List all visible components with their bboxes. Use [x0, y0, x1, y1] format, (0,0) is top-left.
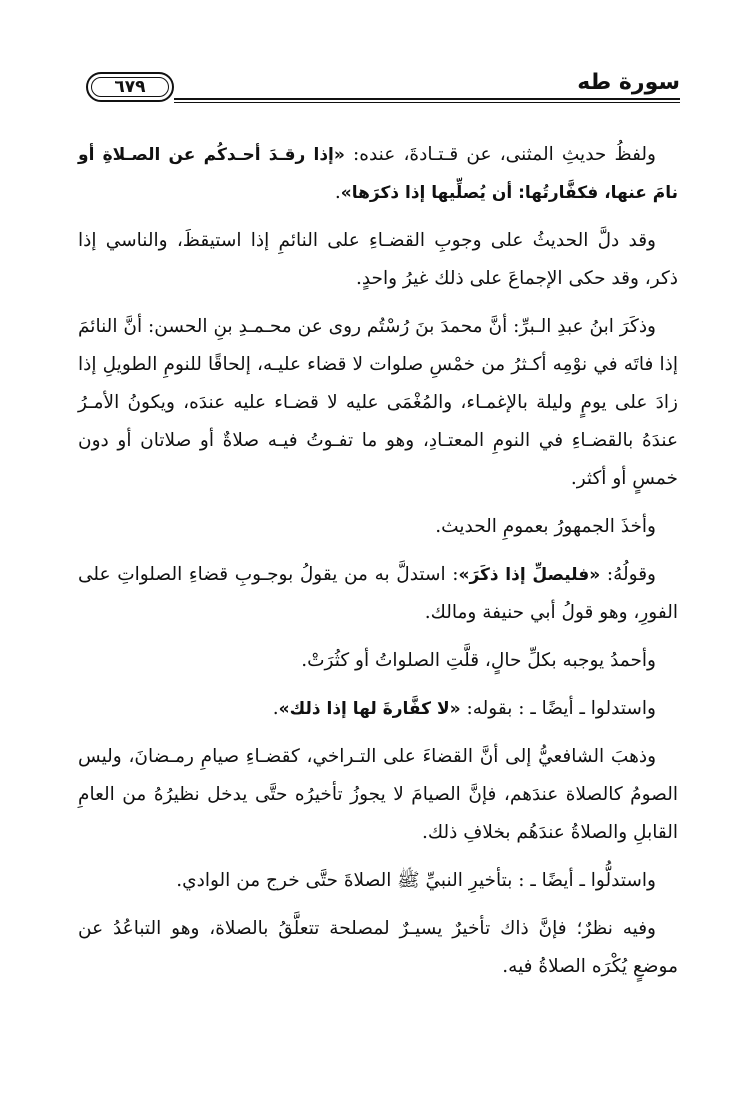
header-rule [174, 98, 680, 100]
paragraph-text: وذكَرَ ابنُ عبدِ الـبرِّ: أنَّ محمدَ بنَ رُسْتُم روى عن محـمـدِ بنِ الحسن: أنَّ النائمَ إذا فاتَه في نوْمِه أكـثرُ من خمْسِ صلوات لا قضاء عليـه، إلحاقًا للنومِ الطويلِ إذا زادَ على يومٍ وليلة بالإغمـاء، والمُغْمَى عليه لا قضـاء عليه عندَه، ويكونُ الأمـرُ عندَهُ بالقضـاءِ في النومِ المعتـادِ، وهو ما تفـوتُ فيـه صلاةٌ أو صلاتان أو دون خمسٍ أو أكثر. [78, 316, 678, 489]
paragraph-text: وفيه نظرٌ؛ فإنَّ ذاك تأخيرٌ يسيـرٌ لمصلحة تتعلَّقُ بالصلاة، وهو التباعُدُ عن موضعٍ يُكْرَه الصلاةُ فيه. [78, 918, 678, 977]
paragraph-text: وأحمدُ يوجبه بكلِّ حالٍ، قلَّتِ الصلواتُ أو كثُرَتْ. [301, 650, 656, 671]
paragraph [78, 690, 678, 728]
paragraph-text: وقد دلَّ الحديثُ على وجوبِ القضـاءِ على النائمِ إذا استيقظَ، والناسي إذا ذكر، وقد حكى الإجماعَ على ذلك غيرُ واحدٍ. [78, 230, 678, 289]
page-number: ٦٧٩ [114, 77, 146, 97]
paragraph [78, 222, 678, 298]
paragraph-text: : استدلَّ به من يقولُ بوجـوبِ قضاءِ الصلواتِ على الفورِ، وهو قولُ أبي حنيفة ومالك. [78, 564, 678, 623]
paragraph-text: ولفظُ حديثِ المثنى، عن قـتـادةَ، عنده: [344, 144, 656, 165]
paragraph [78, 308, 678, 498]
hadith-quote: «إذا رقـدَ أحـدكُم عن الصـلاةِ أو نامَ عنها، فكفَّارتُها: أن يُصلِّيها إذا ذكرَها» [78, 145, 678, 203]
page-header [78, 72, 680, 108]
hadith-quote: «لا كفَّارةَ لها إذا ذلك» [278, 699, 461, 719]
hadith-quote: «فليصلِّ إذا ذكَرَ» [458, 565, 601, 585]
paragraph-text: وذهبَ الشافعيُّ إلى أنَّ القضاءَ على التـراخي، كقضـاءِ صيامِ رمـضانَ، وليس الصومُ كالصلاة عندَهم، فإنَّ الصيامَ لا يجوزُ تأخيرُه حتَّى يدخل نظيرُهُ من العامِ القابلِ والصلاةُ عندَهُم بخلافِ ذلك. [78, 746, 678, 843]
paragraph [78, 136, 678, 212]
surah-title: سورة طه [577, 70, 680, 95]
paragraph-text: واستدلُّوا ـ أيضًا ـ : بتأخيرِ النبيِّ ﷺ الصلاةَ حتَّى خرج من الوادي. [176, 870, 656, 891]
paragraph-text: وأخذَ الجمهورُ بعمومِ الحديث. [435, 516, 656, 537]
paragraph-text: . [334, 182, 341, 203]
paragraph [78, 556, 678, 632]
paragraph [78, 642, 678, 680]
paragraph [78, 910, 678, 986]
paragraph [78, 738, 678, 852]
paragraph-text: واستدلوا ـ أيضًا ـ : بقوله: [460, 698, 656, 719]
page-body [78, 136, 678, 996]
page-number-badge [86, 72, 174, 102]
paragraph [78, 862, 678, 900]
paragraph-text: وقولُهُ: [600, 564, 656, 585]
header-rule-thin [174, 102, 680, 103]
paragraph [78, 508, 678, 546]
paragraph-text: . [272, 698, 279, 719]
